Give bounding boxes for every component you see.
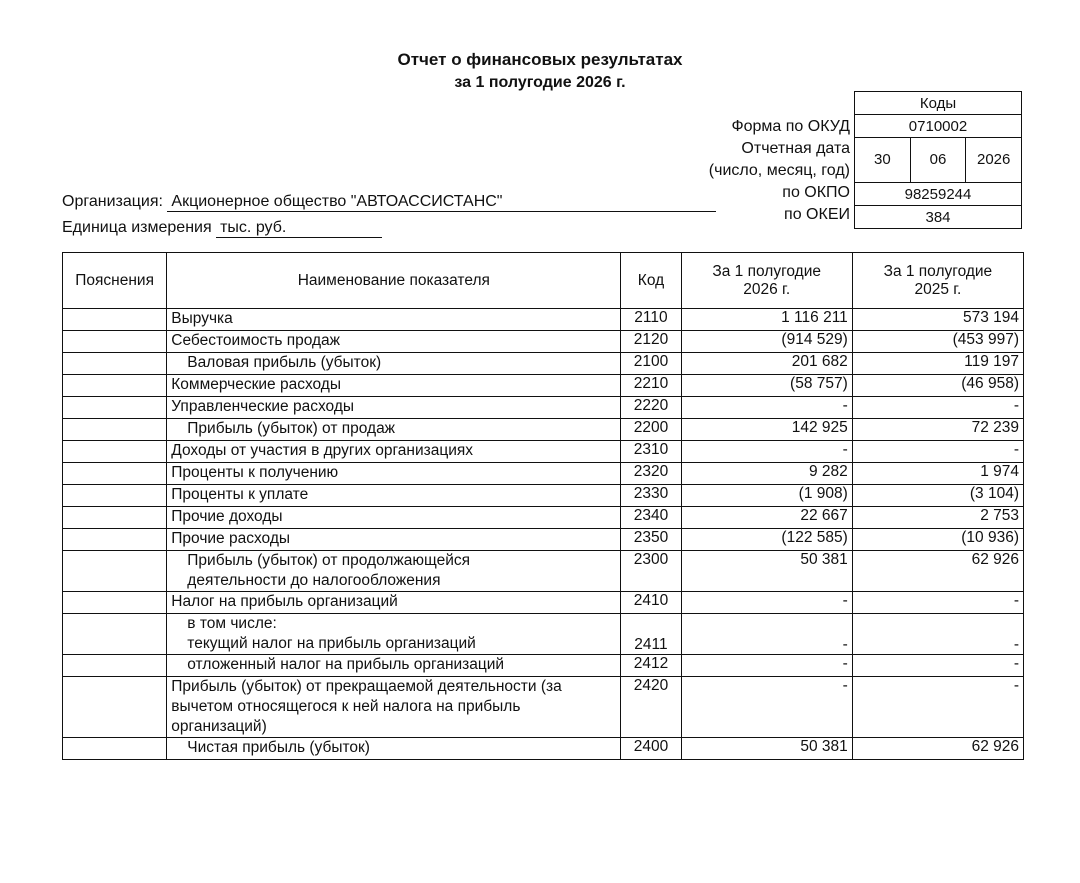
note-cell bbox=[63, 441, 167, 463]
row-name-line: вычетом относящегося к ней налога на прибыль bbox=[171, 698, 521, 715]
note-cell bbox=[63, 353, 167, 375]
organization-value: Акционерное общество "АВТОАССИСТАНС" bbox=[167, 193, 716, 212]
row-value-2026: (1 908) bbox=[681, 485, 852, 507]
row-code: 2410 bbox=[621, 592, 681, 614]
note-cell bbox=[63, 655, 167, 677]
row-name-line: в том числе: bbox=[187, 615, 277, 632]
header-note: Пояснения bbox=[63, 253, 167, 309]
report-period: за 1 полугодие 2026 г. bbox=[454, 74, 626, 91]
note-cell bbox=[63, 677, 167, 738]
row-value-2026: 22 667 bbox=[681, 507, 852, 529]
row-value-2026: 201 682 bbox=[681, 353, 852, 375]
table-row bbox=[63, 507, 1024, 529]
header-v1 bbox=[681, 253, 852, 309]
date-label-2: (число, месяц, год) bbox=[708, 162, 850, 179]
date-label-1: Отчетная дата bbox=[741, 140, 850, 157]
table-row bbox=[63, 738, 1024, 760]
row-name-multiline bbox=[167, 614, 621, 655]
okud-value: 0710002 bbox=[908, 117, 968, 135]
row-value-2025: (46 958) bbox=[852, 375, 1023, 397]
note-cell bbox=[63, 485, 167, 507]
row-code: 2411 bbox=[621, 614, 681, 655]
okei-value: 384 bbox=[925, 208, 951, 226]
codes-title: Коды bbox=[919, 94, 957, 112]
table-row bbox=[63, 485, 1024, 507]
row-name: Проценты к получению bbox=[167, 463, 621, 485]
note-cell bbox=[63, 375, 167, 397]
table-row bbox=[63, 463, 1024, 485]
table-row bbox=[63, 397, 1024, 419]
table-row bbox=[63, 551, 1024, 592]
header-v2 bbox=[852, 253, 1023, 309]
row-code: 2110 bbox=[621, 309, 681, 331]
row-name: Чистая прибыль (убыток) bbox=[167, 738, 621, 760]
date-year: 2026 bbox=[976, 151, 1011, 168]
row-value-2025: - bbox=[852, 592, 1023, 614]
row-value-2026: - bbox=[681, 614, 852, 655]
note-cell bbox=[63, 507, 167, 529]
row-value-2025: - bbox=[852, 614, 1023, 655]
row-name: Прибыль (убыток) от продаж bbox=[167, 419, 621, 441]
row-name: Доходы от участия в других организациях bbox=[167, 441, 621, 463]
note-cell bbox=[63, 309, 167, 331]
row-name: отложенный налог на прибыль организаций bbox=[167, 655, 621, 677]
okei-label: по ОКЕИ bbox=[784, 206, 850, 223]
row-code: 2420 bbox=[621, 677, 681, 738]
note-cell bbox=[63, 738, 167, 760]
okpo-value: 98259244 bbox=[904, 185, 972, 203]
unit-line bbox=[62, 219, 382, 238]
row-name: Валовая прибыль (убыток) bbox=[167, 353, 621, 375]
note-cell bbox=[63, 331, 167, 353]
okud-label: Форма по ОКУД bbox=[731, 118, 850, 135]
row-name: Прочие расходы bbox=[167, 529, 621, 551]
table-row bbox=[63, 353, 1024, 375]
row-name: Себестоимость продаж bbox=[167, 331, 621, 353]
row-name-line: организаций) bbox=[171, 718, 267, 735]
row-name-line: Прибыль (убыток) от прекращаемой деятельности (за bbox=[171, 678, 562, 695]
row-value-2025: 119 197 bbox=[852, 353, 1023, 375]
row-value-2026: (122 585) bbox=[681, 529, 852, 551]
header-v1-line1: За 1 полугодие bbox=[712, 262, 821, 280]
row-code: 2200 bbox=[621, 419, 681, 441]
row-name-line: Прибыль (убыток) от продолжающейся bbox=[187, 552, 471, 569]
row-code: 2100 bbox=[621, 353, 681, 375]
row-value-2026: - bbox=[681, 397, 852, 419]
row-value-2025: - bbox=[852, 655, 1023, 677]
table-row bbox=[63, 309, 1024, 331]
header-v1-line2: 2026 г. bbox=[743, 280, 791, 298]
unit-value: тыс. руб. bbox=[216, 219, 382, 238]
row-code: 2210 bbox=[621, 375, 681, 397]
row-value-2026: (914 529) bbox=[681, 331, 852, 353]
table-row bbox=[63, 375, 1024, 397]
row-name-multiline bbox=[167, 551, 621, 592]
row-name: Коммерческие расходы bbox=[167, 375, 621, 397]
row-value-2026: 50 381 bbox=[681, 738, 852, 760]
row-value-2026: 1 116 211 bbox=[681, 309, 852, 331]
row-name: Налог на прибыль организаций bbox=[167, 592, 621, 614]
row-value-2026: - bbox=[681, 592, 852, 614]
row-name: Проценты к уплате bbox=[167, 485, 621, 507]
table-row bbox=[63, 441, 1024, 463]
row-value-2026: - bbox=[681, 655, 852, 677]
row-name: Прочие доходы bbox=[167, 507, 621, 529]
row-value-2026: - bbox=[681, 677, 852, 738]
row-value-2026: - bbox=[681, 441, 852, 463]
codes-labels bbox=[709, 116, 850, 226]
row-value-2025: 573 194 bbox=[852, 309, 1023, 331]
row-value-2026: 142 925 bbox=[681, 419, 852, 441]
table-row bbox=[63, 529, 1024, 551]
row-value-2025: 62 926 bbox=[852, 738, 1023, 760]
row-value-2025: - bbox=[852, 677, 1023, 738]
row-value-2026: 50 381 bbox=[681, 551, 852, 592]
row-name-line: текущий налог на прибыль организаций bbox=[187, 635, 476, 652]
row-name: Выручка bbox=[167, 309, 621, 331]
row-name-line: деятельности до налогообложения bbox=[187, 572, 441, 589]
row-code: 2330 bbox=[621, 485, 681, 507]
row-value-2025: - bbox=[852, 441, 1023, 463]
note-cell bbox=[63, 463, 167, 485]
row-code: 2120 bbox=[621, 331, 681, 353]
header-code: Код bbox=[621, 253, 681, 309]
row-value-2026: (58 757) bbox=[681, 375, 852, 397]
report-title: Отчет о финансовых результатах bbox=[397, 50, 683, 69]
okpo-label: по ОКПО bbox=[782, 184, 850, 201]
date-month: 06 bbox=[911, 138, 967, 182]
row-value-2025: (453 997) bbox=[852, 331, 1023, 353]
row-value-2025: (10 936) bbox=[852, 529, 1023, 551]
row-value-2025: (3 104) bbox=[852, 485, 1023, 507]
organization-line bbox=[62, 193, 716, 212]
note-cell bbox=[63, 397, 167, 419]
row-value-2025: - bbox=[852, 397, 1023, 419]
row-value-2025: 72 239 bbox=[852, 419, 1023, 441]
row-code: 2340 bbox=[621, 507, 681, 529]
table-row bbox=[63, 419, 1024, 441]
row-value-2025: 62 926 bbox=[852, 551, 1023, 592]
unit-label: Единица измерения bbox=[62, 219, 212, 236]
note-cell bbox=[63, 614, 167, 655]
header-v2-line1: За 1 полугодие bbox=[883, 262, 993, 280]
note-cell bbox=[63, 551, 167, 592]
row-code: 2320 bbox=[621, 463, 681, 485]
date-day: 30 bbox=[855, 138, 911, 182]
row-value-2025: 2 753 bbox=[852, 507, 1023, 529]
row-code: 2220 bbox=[621, 397, 681, 419]
note-cell bbox=[63, 592, 167, 614]
row-name-multiline bbox=[167, 677, 621, 738]
header-v2-line2: 2025 г. bbox=[914, 280, 962, 298]
table-row bbox=[63, 331, 1024, 353]
row-code: 2412 bbox=[621, 655, 681, 677]
financial-results-table bbox=[62, 252, 1024, 760]
codes-box bbox=[854, 91, 1022, 229]
row-code: 2300 bbox=[621, 551, 681, 592]
row-code: 2310 bbox=[621, 441, 681, 463]
table-row bbox=[63, 677, 1024, 738]
note-cell bbox=[63, 529, 167, 551]
row-value-2025: 1 974 bbox=[852, 463, 1023, 485]
organization-label: Организация: bbox=[62, 193, 163, 210]
row-code: 2350 bbox=[621, 529, 681, 551]
table-row bbox=[63, 655, 1024, 677]
table-header-row bbox=[63, 253, 1024, 309]
row-code: 2400 bbox=[621, 738, 681, 760]
note-cell bbox=[63, 419, 167, 441]
table-row bbox=[63, 592, 1024, 614]
table-row bbox=[63, 614, 1024, 655]
row-name: Управленческие расходы bbox=[167, 397, 621, 419]
header-name: Наименование показателя bbox=[167, 253, 621, 309]
row-value-2026: 9 282 bbox=[681, 463, 852, 485]
